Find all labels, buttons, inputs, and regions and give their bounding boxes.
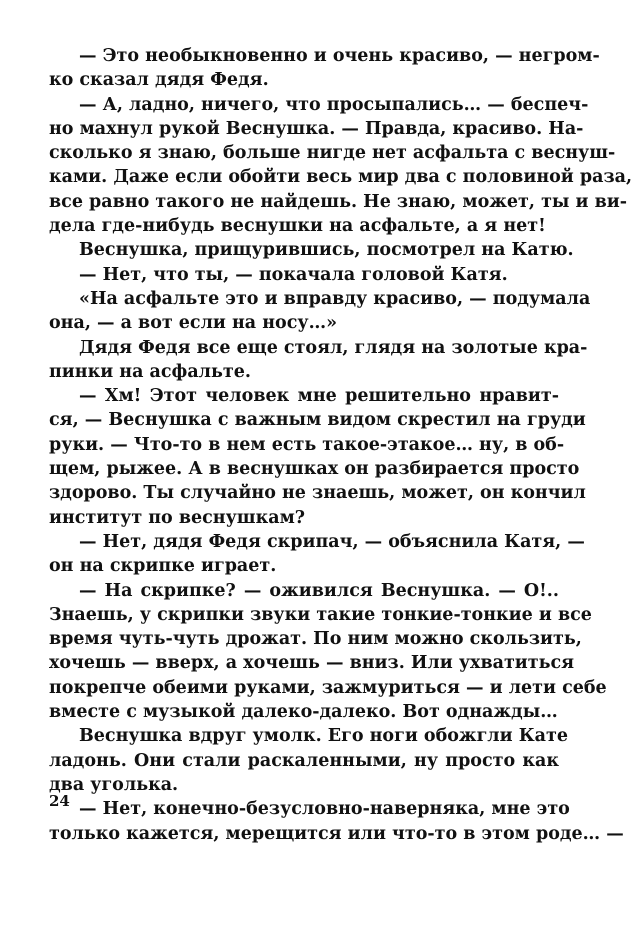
body-text [49, 44, 632, 846]
text-line: хочешь — вверх, а хочешь — вниз. Или ухватиться [49, 653, 575, 674]
text-line: здорово. Ты случайно не знаешь, может, он кончил [49, 483, 586, 504]
text-line: ся, — Веснушка с важным видом скрестил на груди [49, 410, 586, 431]
text-line: время чуть-чуть дрожат. По ним можно скользить, [49, 629, 582, 650]
text-line: только кажется, мерещится или что-то в этом роде… — [49, 823, 624, 844]
text-line: он на скрипке играет. [49, 556, 277, 577]
text-line: покрепче обеими руками, зажмуриться — и лети себе [49, 677, 607, 698]
text-line: пинки на асфальте. [49, 361, 251, 382]
text-line: ками. Даже если обойти весь мир два с половиной раза, [49, 167, 632, 188]
text-line: ко сказал дядя Федя. [49, 70, 269, 91]
text-line: Знаешь, у скрипки звуки такие тонкие-тонкие и все [49, 604, 592, 625]
text-line: дела где-нибудь веснушки на асфальте, а я нет! [49, 216, 546, 237]
text-line: Дядя Федя все еще стоял, глядя на золотые кра- [79, 337, 588, 358]
text-line: — На скрипке? — оживился Веснушка. — О!.. [79, 580, 559, 601]
text-line: сколько я знаю, больше нигде нет асфальта с веснуш- [49, 143, 616, 164]
text-line: — Нет, конечно-безусловно-наверняка, мне это [79, 799, 570, 820]
text-line: институт по веснушкам? [49, 507, 306, 528]
text-line: Веснушка вдруг умолк. Его ноги обожгли Кате [79, 726, 568, 747]
text-line: но махнул рукой Веснушка. — Правда, красиво. На- [49, 118, 584, 139]
text-line: она, — а вот если на носу…» [49, 313, 338, 334]
text-line: — Нет, дядя Федя скрипач, — объяснила Катя, — [79, 531, 585, 552]
text-line: — А, ладно, ничего, что просыпались… — беспеч- [79, 94, 589, 115]
text-line: — Нет, что ты, — покачала головой Катя. [79, 264, 508, 285]
text-line: вместе с музыкой далеко-далеко. Вот однажды… [49, 702, 558, 723]
text-line: — Хм! Этот человек мне решительно нравит- [79, 386, 559, 407]
text-line: ладонь. Они стали раскаленными, ну просто как [49, 750, 559, 771]
text-line: щем, рыжее. А в веснушках он разбирается просто [49, 459, 580, 480]
text-line: руки. — Что-то в нем есть такое-этакое… ну, в об- [49, 434, 565, 455]
text-line: — Это необыкновенно и очень красиво, — негром- [79, 46, 600, 66]
text-line: Веснушка, прищурившись, посмотрел на Катю. [79, 240, 574, 261]
page-number: 24 [49, 792, 70, 810]
text-line: «На асфальте это и вправду красиво, — подумала [79, 288, 591, 309]
text-line: два уголька. [49, 774, 179, 795]
text-line: все равно такого не найдешь. Не знаю, может, ты и ви- [49, 191, 628, 212]
